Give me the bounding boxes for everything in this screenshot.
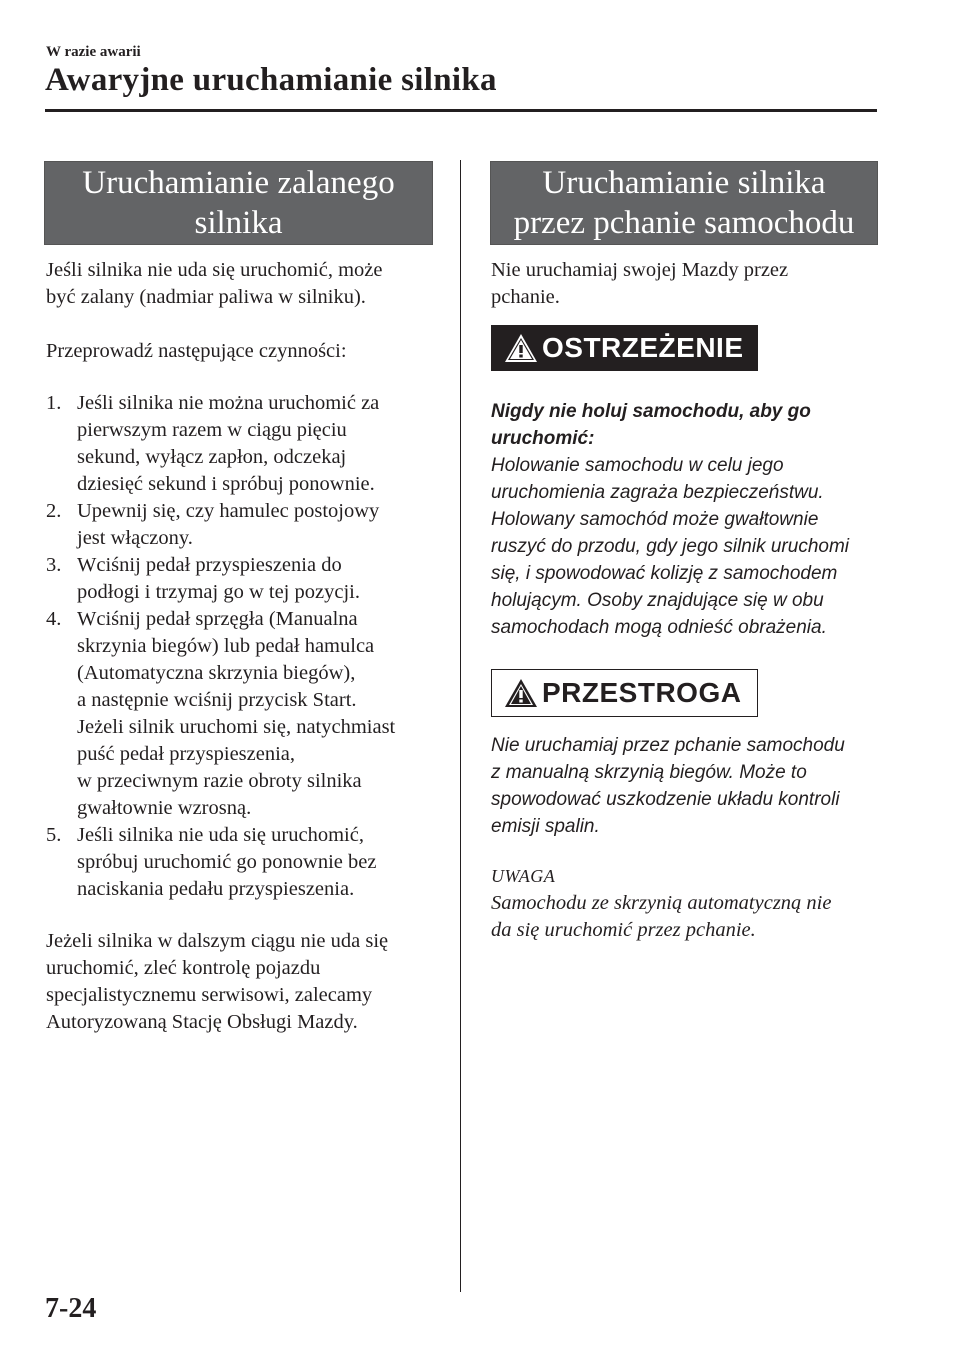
right-intro: Nie uruchamiaj swojej Mazdy przez pchanie. (491, 259, 789, 308)
list-item: 2. Upewnij się, czy hamulec postojowy jest włączony. (46, 500, 380, 549)
warning-label: OSTRZEŻENIE (542, 332, 744, 363)
step-number: 1. (46, 392, 62, 414)
step-number: 2. (46, 500, 62, 522)
left-intro-line: Jeśli silnika nie uda się uruchomić, może (46, 259, 383, 281)
left-lead: Przeprowadź następujące czynności: (46, 340, 347, 362)
left-section-heading (45, 162, 432, 244)
section-label: W razie awarii (46, 44, 141, 60)
caution-badge (491, 669, 758, 717)
left-heading-line: Uruchamianie zalanego (82, 165, 395, 201)
note-text: Samochodu ze skrzynią automatyczną nie da się uruchomić przez pchanie. (491, 892, 832, 941)
left-intro (46, 257, 382, 311)
list-item: 3. Wciśnij pedał przyspieszenia do podłogi i trzymaj go w tej pozycji. (46, 554, 360, 603)
step-number: 4. (46, 608, 62, 630)
list-item: 1. Jeśli silnika nie można uruchomić za pierwszym razem w ciągu pięciu sekund, wyłącz zapłon, odczekaj dziesięć sekund i spróbuj ponownie. (46, 392, 380, 495)
left-intro-line: być zalany (nadmiar paliwa w silniku). (46, 286, 366, 308)
steps-list (46, 390, 446, 903)
note-label: UWAGA (491, 866, 556, 886)
title-rule (45, 109, 877, 112)
warning-triangle-icon (504, 333, 538, 363)
warning-text: Nigdy nie holuj samochodu, aby go uruchomić: Holowanie samochodu w celu jego uruchomienia zagraża bezpieczeństwu. Holowany samochód może gwałtownie ruszyć do przodu, gdy jego silnik uruchomi się, i spowodować kolizję z samochodem holującym. Osoby znajdujące się w obu samochodach mogą odnieść obrażenia. (491, 401, 850, 638)
list-item: 4. Wciśnij pedał sprzęgła (Manualna skrzynia biegów) lub pedał hamulca (Automatyczna skrzynia biegów), a następnie wciśnij przycisk Start. Jeżeli silnik uruchomi się, natychmiast puść pedał przyspieszenia, w przeciwnym razie obroty silnika gwałtownie wzrosną. (46, 608, 396, 819)
page-number: 7-24 (45, 1293, 97, 1324)
list-item: 5. Jeśli silnika nie uda się uruchomić, spróbuj uruchomić go ponownie bez naciskania pedału przyspieszenia. (46, 824, 377, 900)
right-heading-line: przez pchanie samochodu (513, 205, 855, 241)
warning-badge (491, 325, 758, 371)
left-closing: Jeżeli silnika w dalszym ciągu nie uda się uruchomić, zleć kontrolę pojazdu specjalistycznemu serwisowi, zalecamy Autoryzowaną Stację Obsługi Mazdy. (46, 930, 389, 1033)
caution-text: Nie uruchamiaj przez pchanie samochodu z manualną skrzynią biegów. Może to spowodować uszkodzenie układu kontroli emisji spalin. (491, 735, 845, 837)
left-heading-line: silnika (194, 205, 283, 241)
step-number: 5. (46, 824, 62, 846)
caution-label: PRZESTROGA (542, 677, 742, 708)
page-title: Awaryjne uruchamianie silnika (45, 62, 497, 98)
right-section-heading (491, 162, 877, 244)
step-number: 3. (46, 554, 62, 576)
column-divider (460, 160, 461, 1292)
right-heading-line: Uruchamianie silnika (542, 165, 826, 201)
caution-triangle-icon (504, 678, 538, 708)
